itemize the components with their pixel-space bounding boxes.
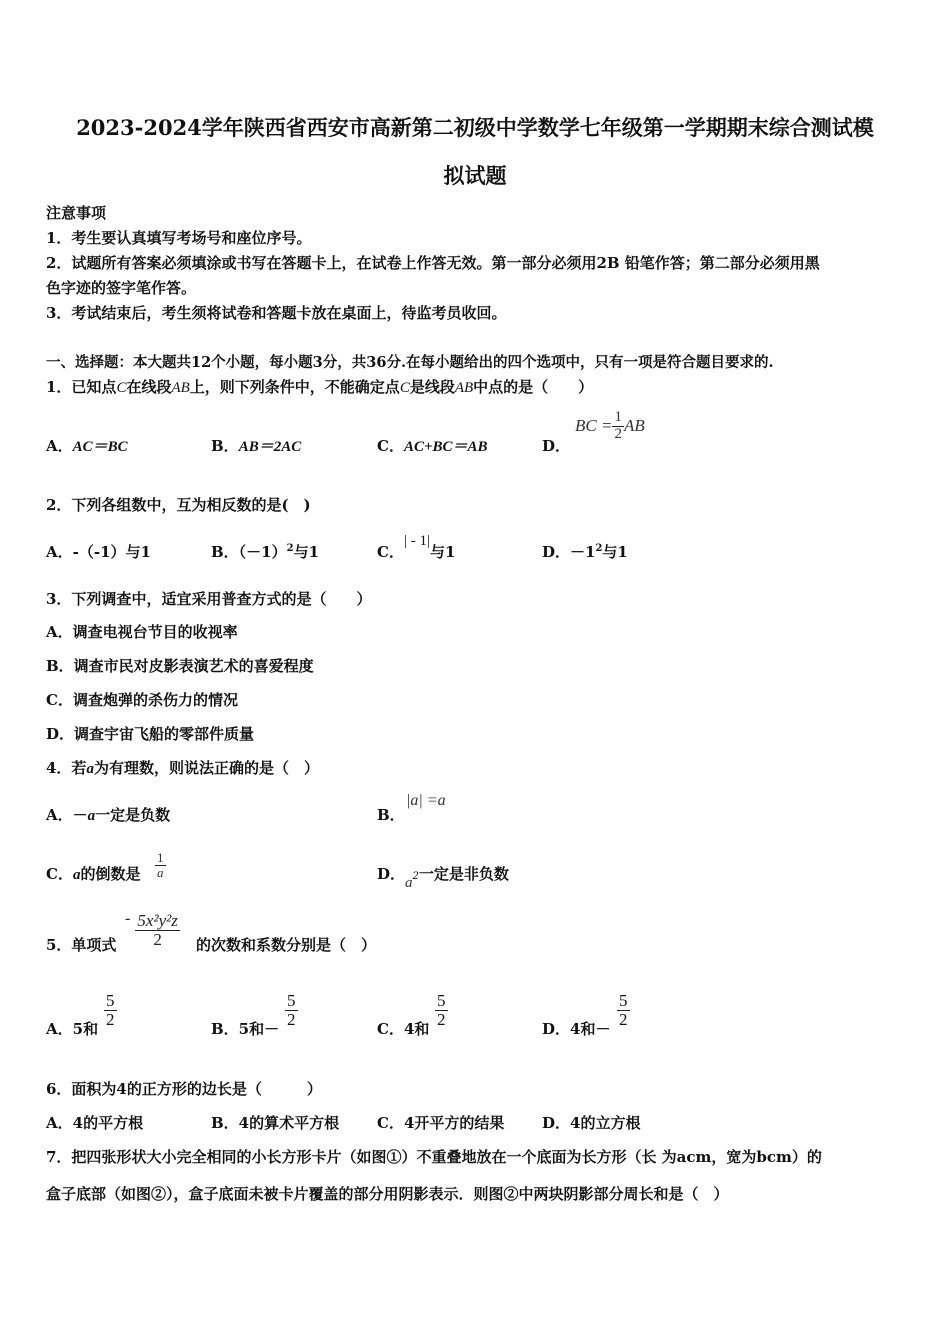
q5-option-b-fraction: $\frac{5}{2}$ xyxy=(287,991,296,1029)
q1-option-a: A．AC＝BC xyxy=(46,437,128,455)
q2-option-d: D．$-1^2$与1 xyxy=(542,543,628,561)
q4-option-c-fraction: $\frac{1}{a}$ xyxy=(157,850,164,880)
q4-option-d: D．$a^2$一定是非负数 xyxy=(377,865,509,891)
question-1-stem xyxy=(46,376,593,397)
notice-item-1: 1．考生要认真填写考场号和座位序号。 xyxy=(46,229,312,247)
q5-option-c-fraction: $\frac{5}{2}$ xyxy=(437,991,446,1029)
q4-option-a: A．－a一定是负数 xyxy=(46,806,171,824)
notice-item-2-cont: 色字迹的签字笔作答。 xyxy=(46,279,197,297)
q6-option-d: D．4的立方根 xyxy=(542,1114,641,1132)
q6-option-a: A．4的平方根 xyxy=(46,1114,144,1132)
question-6-stem: 6．面积为4的正方形的边长是（ ） xyxy=(46,1080,322,1098)
question-7-line-2: 盒子底部（如图②），盒子底面未被卡片覆盖的部分用阴影表示．则图②中两块阴影部分周长和是（ ） xyxy=(46,1185,729,1203)
notice-item-2: 2．试题所有答案必须填涂或书写在答题卡上，在试卷上作答无效。第一部分必须用2B 铅笔作答；第二部分必须用黑 xyxy=(46,254,820,272)
q2-option-a: A．-（-1）与1 xyxy=(46,543,151,561)
q1-text: 在线段 xyxy=(126,378,172,396)
q3-option-b: B．调查市民对皮影表演艺术的喜爱程度 xyxy=(46,657,314,675)
q5-option-a-label: A．5和 xyxy=(46,1020,99,1038)
question-4-stem: 4．若a为有理数，则说法正确的是（ ） xyxy=(46,759,319,777)
q1-text: 1．已知点 xyxy=(46,378,117,396)
q4-option-c: C．a的倒数是 xyxy=(46,865,141,883)
question-5-stem-label: 5．单项式 xyxy=(46,936,117,954)
question-3-stem: 3．下列调查中，适宜采用普查方式的是（ ） xyxy=(46,590,372,608)
q6-option-b: B．4的算术平方根 xyxy=(211,1114,340,1132)
q5-option-b-label: B．5和－ xyxy=(211,1020,280,1038)
q3-option-c: C．调查炮弹的杀伤力的情况 xyxy=(46,691,238,709)
q1-var-ab: AB xyxy=(454,380,474,396)
exam-title-line-2: 拟试题 xyxy=(443,163,507,188)
q1-option-c: C．AC+BC＝AB xyxy=(377,437,488,455)
q1-option-d-label: D． xyxy=(542,437,571,455)
notice-item-3: 3．考试结束后，考生须将试卷和答题卡放在桌面上，待监考员收回。 xyxy=(46,304,507,322)
section-heading: 一、选择题：本大题共12个小题，每小题3分，共36分.在每小题给出的四个选项中，只有一项是符合题目要求的. xyxy=(46,354,774,371)
q2-option-b: B．$(-1)^2$与1 xyxy=(211,543,320,561)
question-5-stem-rest: 的次数和系数分别是（ ） xyxy=(196,936,377,954)
q3-option-a: A．调查电视台节目的收视率 xyxy=(46,623,238,641)
q1-var-c: C xyxy=(399,380,410,396)
q1-text: 中点的是（ ） xyxy=(473,378,594,396)
question-2-stem: 2．下列各组数中，互为相反数的是( ) xyxy=(46,496,311,514)
q1-option-d-expr: BC = $\frac{1}{2}$ AB xyxy=(575,409,645,442)
q6-option-c: C．4开平方的结果 xyxy=(377,1114,505,1132)
exam-title-line-1: 2023-2024学年陕西省西安市高新第二初级中学数学七年级第一学期期末综合测试模 xyxy=(76,115,874,140)
q1-option-b: B．AB＝2AC xyxy=(211,437,302,455)
q4-option-b-label: B． xyxy=(377,806,405,824)
q5-monomial: - $\frac{\text{5x²y²z}}{2}$ xyxy=(125,909,178,949)
q5-option-c-label: C．4和 xyxy=(377,1020,430,1038)
q1-var-c: C xyxy=(116,380,127,396)
q4-option-b-expr: |a| =a xyxy=(406,792,446,809)
q1-text: 上，则下列条件中，不能确定点 xyxy=(189,378,400,396)
q5-option-a-fraction: $\frac{5}{2}$ xyxy=(106,991,115,1029)
question-7-line-1: 7．把四张形状大小完全相同的小长方形卡片（如图①）不重叠地放在一个底面为长方形（长 为acm，宽为bcm）的 xyxy=(46,1148,822,1166)
q5-option-d-label: D．4和－ xyxy=(542,1020,611,1038)
q5-option-d-fraction: $\frac{5}{2}$ xyxy=(619,991,628,1029)
q1-var-ab: AB xyxy=(171,380,190,396)
notice-heading: 注意事项 xyxy=(46,204,107,222)
q2-option-c: C．| - 1|与1 xyxy=(377,533,456,561)
q3-option-d: D．调查宇宙飞船的零部件质量 xyxy=(46,725,255,743)
q1-text: 是线段 xyxy=(409,378,455,396)
